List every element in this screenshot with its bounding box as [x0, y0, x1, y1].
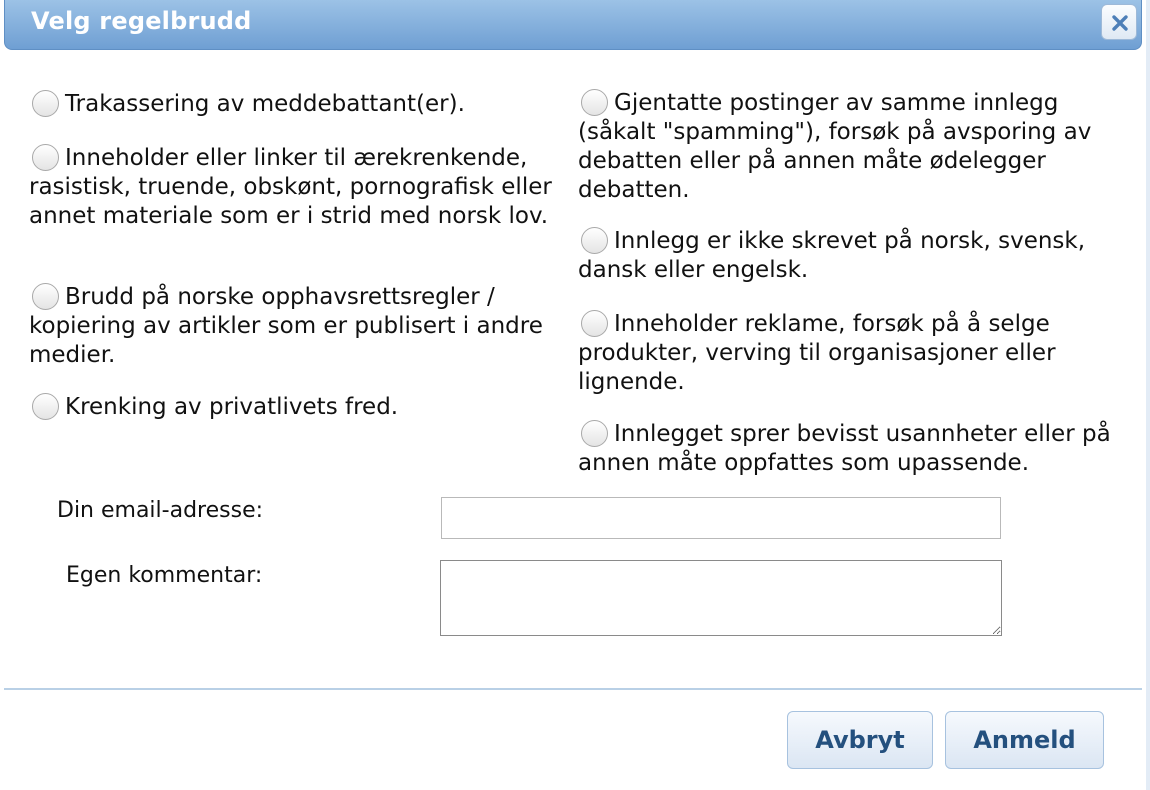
option-label: Gjentatte postinger av samme innlegg (såkalt "spamming"), forsøk på avsporing av debatten eller på annen måte ødelegger debatten.	[578, 90, 1092, 203]
radio-button[interactable]	[581, 227, 608, 254]
email-field[interactable]	[441, 497, 1001, 539]
cancel-button[interactable]: Avbryt	[787, 711, 933, 769]
footer-divider	[4, 688, 1142, 690]
comment-label: Egen kommentar:	[66, 563, 263, 588]
close-icon	[1111, 14, 1129, 32]
option-illegal-content[interactable]	[29, 144, 559, 231]
radio-button[interactable]	[32, 283, 59, 310]
close-button[interactable]	[1101, 4, 1137, 40]
radio-button[interactable]	[32, 90, 59, 117]
radio-button[interactable]	[32, 393, 59, 420]
dialog-title: Velg regelbrudd	[31, 7, 252, 35]
radio-button[interactable]	[32, 144, 59, 171]
option-privacy[interactable]	[29, 393, 559, 422]
radio-button[interactable]	[581, 310, 608, 337]
radio-button[interactable]	[581, 89, 608, 116]
option-label: Inneholder reklame, forsøk på å selge produkter, verving til organisasjoner eller lignende.	[578, 311, 1056, 395]
option-language[interactable]	[578, 227, 1133, 285]
email-label: Din email-adresse:	[57, 498, 264, 523]
option-label: Innlegget sprer bevisst usannheter eller på annen måte oppfattes som upassende.	[578, 421, 1111, 476]
option-label: Brudd på norske opphavsrettsregler / kopiering av artikler som er publisert i andre medier.	[29, 284, 543, 368]
option-copyright[interactable]	[29, 283, 559, 370]
dialog-scroll-edge	[1146, 0, 1150, 790]
option-label: Innlegg er ikke skrevet på norsk, svensk, dansk eller engelsk.	[578, 228, 1086, 283]
dialog-titlebar[interactable]	[4, 0, 1142, 50]
option-label: Trakassering av meddebattant(er).	[65, 91, 465, 117]
radio-button[interactable]	[581, 420, 608, 447]
option-harassment[interactable]	[29, 90, 559, 119]
report-button[interactable]: Anmeld	[945, 711, 1104, 769]
option-label: Krenking av privatlivets fred.	[65, 394, 399, 420]
option-label: Inneholder eller linker til ærekrenkende, rasistisk, truende, obskønt, pornografisk eller annet materiale som er i strid med norsk lov.	[29, 145, 552, 229]
option-advertising[interactable]	[578, 310, 1133, 397]
option-misinformation[interactable]	[578, 420, 1133, 478]
comment-textarea[interactable]	[440, 560, 1002, 636]
option-spamming[interactable]	[578, 89, 1133, 205]
